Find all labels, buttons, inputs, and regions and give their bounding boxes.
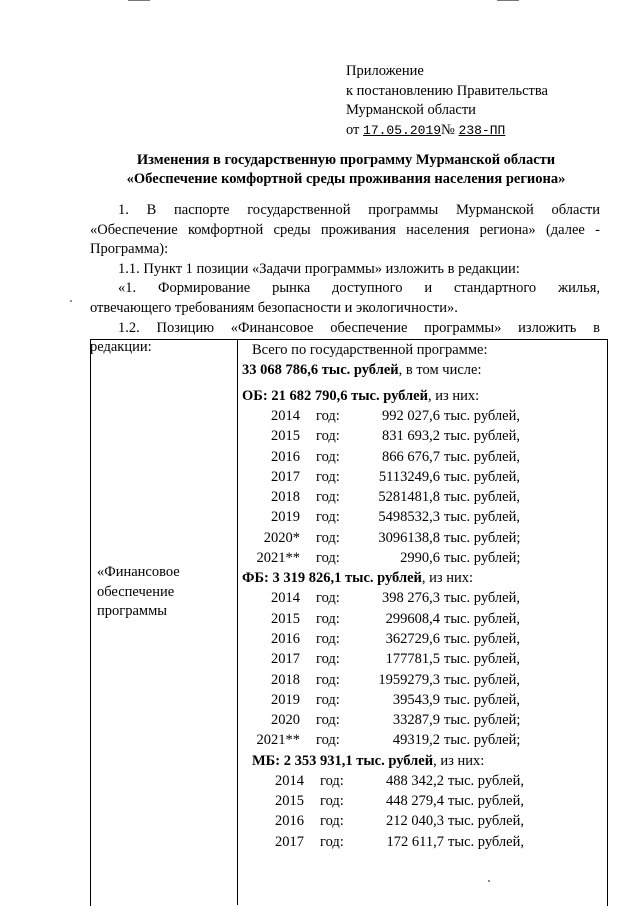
unit-cell: тыс. рублей, [444, 509, 520, 526]
value-cell: 448 279,4 [386, 793, 444, 810]
value-cell: 172 611,7 [386, 833, 444, 850]
god-cell: год: [316, 610, 340, 627]
god-cell: год: [316, 590, 340, 607]
unit-cell: тыс. рублей, [444, 651, 520, 668]
fb-header [242, 568, 602, 588]
paragraph-3-line-1: «1. Формирование рынка доступного и стандартного жилья, [118, 280, 600, 297]
document-body [90, 201, 600, 358]
god-cell: год: [316, 489, 340, 506]
amount-row [254, 426, 602, 446]
year-cell: 2017 [271, 651, 300, 668]
value-cell: 299608,4 [385, 610, 440, 627]
god-cell: год: [316, 529, 340, 546]
amount-row [254, 507, 602, 527]
god-cell: год: [316, 651, 340, 668]
left-cell-line-3: программы [97, 603, 167, 619]
value-cell: 488 342,2 [386, 772, 444, 789]
value-cell: 1959279,3 [378, 671, 440, 688]
mb-rows [258, 771, 602, 852]
unit-cell: тыс. рублей, [444, 489, 520, 506]
amount-row [254, 406, 602, 426]
year-cell: 2020* [263, 529, 300, 546]
amount-row [254, 447, 602, 467]
amount-row [254, 690, 602, 710]
amount-row [258, 771, 602, 791]
unit-cell: тыс. рублей, [444, 428, 520, 445]
year-cell: 2014 [275, 772, 304, 789]
paragraph-2: 1.1. Пункт 1 позиции «Задачи программы» изложить в редакции: [118, 260, 520, 277]
unit-cell: тыс. рублей, [448, 793, 524, 810]
scan-speck [70, 300, 72, 302]
god-cell: год: [316, 630, 340, 647]
unit-cell: тыс. рублей, [444, 630, 520, 647]
amount-row [254, 548, 602, 568]
god-cell: год: [316, 468, 340, 485]
value-cell: 831 693,2 [382, 428, 440, 445]
mb-header [242, 751, 602, 771]
unit-cell: тыс. рублей; [444, 550, 521, 567]
unit-cell: тыс. рублей, [444, 671, 520, 688]
table-column-divider [237, 339, 238, 905]
year-cell: 2014 [271, 408, 300, 424]
amount-row [258, 791, 602, 811]
god-cell: год: [316, 509, 340, 526]
value-cell: 177781,5 [385, 651, 440, 668]
year-cell: 2017 [271, 468, 300, 485]
paragraph-4-line-2: редакции: [90, 339, 152, 356]
year-cell: 2015 [275, 793, 304, 810]
unit-cell: тыс. рублей; [444, 529, 521, 546]
total-line-2 [242, 360, 602, 380]
god-cell: год: [316, 408, 340, 424]
value-cell: 39543,9 [392, 691, 440, 708]
paragraph-1-line-1: 1. В паспорте государственной программы Мурманской области [118, 202, 600, 218]
document-title [80, 151, 612, 189]
unit-cell: тыс. рублей; [444, 732, 521, 749]
unit-cell: тыс. рублей, [444, 448, 520, 465]
value-cell: 3096138,8 [378, 529, 440, 546]
paragraph-3-line-2: отвечающего требованиям безопасности и экологичности». [90, 299, 458, 316]
amount-row [254, 487, 602, 507]
value-cell: 5113249,6 [378, 468, 440, 485]
year-cell: 2020 [271, 712, 300, 729]
god-cell: год: [320, 813, 344, 830]
year-cell: 2019 [271, 691, 300, 708]
god-cell: год: [316, 712, 340, 729]
year-cell: 2018 [271, 489, 300, 506]
unit-cell: тыс. рублей, [448, 833, 524, 850]
appendix-line-2: к постановлению Правительства [346, 82, 548, 99]
total-line-1: Всего по государственной программе: [252, 342, 488, 358]
left-cell-line-1: «Финансовое [97, 564, 180, 580]
value-cell: 992 027,6 [382, 408, 440, 424]
unit-cell: тыс. рублей, [444, 691, 520, 708]
amount-row [258, 811, 602, 831]
unit-cell: тыс. рублей, [448, 813, 524, 830]
amount-row [254, 730, 602, 750]
unit-cell: тыс. рублей, [444, 468, 520, 485]
ob-header [242, 386, 602, 406]
year-cell: 2017 [275, 833, 304, 850]
fb-label: ФБ: 3 319 826,1 тыс. рублей [242, 570, 422, 587]
ob-label: ОБ: 21 682 790,6 тыс. рублей [242, 388, 428, 404]
year-cell: 2015 [271, 428, 300, 445]
value-cell: 49319,2 [392, 732, 440, 749]
amount-row [254, 670, 602, 690]
value-cell: 5498532,3 [378, 509, 440, 526]
god-cell: год: [316, 671, 340, 688]
total-suffix: , в том числе: [398, 362, 482, 378]
amount-row [258, 832, 602, 852]
paragraph-1-line-3: Программа): [90, 241, 169, 258]
amount-row [254, 467, 602, 487]
year-cell: 2021** [256, 732, 300, 749]
unit-cell: тыс. рублей, [444, 610, 520, 627]
god-cell: год: [316, 550, 340, 567]
table-right-cell [242, 340, 602, 852]
year-cell: 2015 [271, 610, 300, 627]
title-line-1: Изменения в государственную программу Мурманской области [136, 152, 556, 168]
appendix-line-1: Приложение [346, 63, 424, 79]
year-cell: 2019 [271, 509, 300, 526]
fb-suffix: , из них: [421, 570, 474, 587]
year-cell: 2014 [271, 590, 300, 607]
year-cell: 2018 [271, 671, 300, 688]
unit-cell: тыс. рублей; [444, 712, 521, 729]
mb-label: МБ: 2 353 931,1 тыс. рублей [252, 752, 434, 769]
mb-suffix: , из них: [433, 752, 485, 769]
ob-rows [254, 406, 602, 568]
value-cell: 212 040,3 [386, 813, 444, 830]
unit-cell: тыс. рублей, [444, 408, 520, 424]
god-cell: год: [316, 691, 340, 708]
fb-rows [254, 588, 602, 750]
value-cell: 5281481,8 [378, 489, 440, 506]
scan-speck [488, 880, 490, 882]
total-amount: 33 068 786,6 тыс. рублей [242, 362, 399, 378]
appendix-line-3: Мурманской области [346, 102, 476, 118]
appendix-block [346, 62, 548, 140]
unit-cell: тыс. рублей, [444, 590, 520, 607]
god-cell: год: [320, 772, 344, 789]
unit-cell: тыс. рублей, [448, 772, 524, 789]
amount-row [254, 528, 602, 548]
amount-row [254, 609, 602, 629]
paragraph-4-line-1: 1.2. Позицию «Финансовое обеспечение программы» изложить в [118, 319, 600, 336]
year-cell: 2016 [275, 813, 304, 830]
appendix-date-line [346, 121, 548, 141]
god-cell: год: [316, 448, 340, 465]
appendix-number: 238-ПП [458, 122, 506, 138]
title-line-2: «Обеспечение комфортной среды проживания населения региона» [126, 171, 566, 187]
god-cell: год: [320, 793, 344, 810]
year-cell: 2016 [271, 630, 300, 647]
appendix-date: 17.05.2019 [363, 122, 442, 138]
year-cell: 2016 [271, 448, 300, 465]
amount-row [254, 710, 602, 730]
year-cell: 2021** [256, 550, 300, 567]
amount-row [254, 649, 602, 669]
value-cell: 866 676,7 [382, 448, 440, 465]
god-cell: год: [320, 833, 344, 850]
value-cell: 362729,6 [385, 630, 440, 647]
ob-suffix: , из них: [427, 388, 480, 404]
value-cell: 398 276,3 [382, 590, 440, 607]
god-cell: год: [316, 428, 340, 445]
appendix-number-sign: № [441, 121, 455, 138]
amount-row [254, 588, 602, 608]
value-cell: 33287,9 [392, 712, 440, 729]
scan-artifact [497, 0, 519, 1]
table-left-cell [97, 563, 232, 622]
scan-artifact [128, 0, 150, 1]
appendix-from-label: от [346, 121, 360, 138]
left-cell-line-2: обеспечение [97, 583, 175, 600]
value-cell: 2990,6 [400, 550, 440, 567]
god-cell: год: [316, 732, 340, 749]
paragraph-1-line-2: «Обеспечение комфортной среды проживания населения региона» (далее - [90, 221, 600, 238]
amount-row [254, 629, 602, 649]
